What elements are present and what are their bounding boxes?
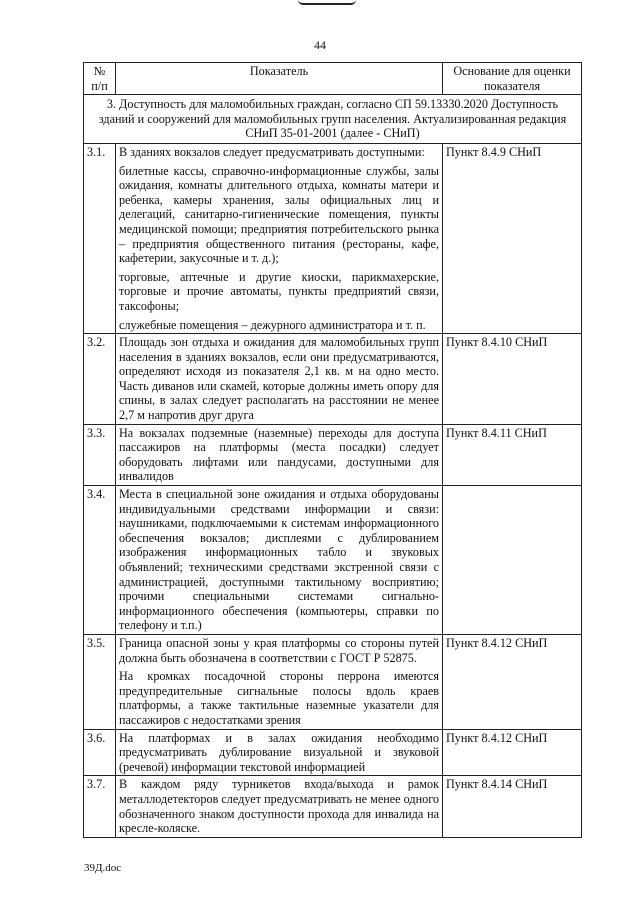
row-indicator (116, 143, 443, 333)
row-indicator (116, 334, 443, 425)
row-basis: Пункт 8.4.11 СНиП (443, 424, 582, 485)
indicator-paragraph: Площадь зон отдыха и ожидания для маломобильных групп населения в зданиях вокзалов, если они предусматриваются, определяют исходя из показателя 2,1 кв. м на одно место. Часть диванов или скамей, которые должны иметь опору для спины, в залах следует располагать на расстоянии не менее 2,7 м напротив друг друга (119, 335, 439, 423)
row-number: 3.2. (84, 334, 116, 425)
table-row (84, 424, 582, 485)
table-row (84, 143, 582, 333)
row-indicator (116, 634, 443, 729)
indicator-paragraph: служебные помещения – дежурного администратора и т. п. (119, 317, 426, 332)
indicator-paragraph: В каждом ряду турникетов входа/выхода и рамок металлодетекторов следует предусматривать не менее одного обозначенного знаком доступности прохода для инвалида на кресле-коляске. (119, 777, 439, 836)
row-number: 3.4. (84, 486, 116, 635)
row-number: 3.7. (84, 776, 116, 837)
page-number: 44 (314, 38, 326, 52)
row-number: 3.5. (84, 634, 116, 729)
indicator-paragraph: На вокзалах подземные (наземные) переходы для доступа пассажиров на платформы (места посадки) следует оборудовать лифтами или пандусами, доступными для инвалидов (119, 425, 439, 484)
table-row (84, 334, 582, 425)
indicator-paragraph: На платформах и в залах ожидания необходимо предусматривать дублирование визуальной и звуковой (речевой) информации текстовой информацией (119, 730, 439, 774)
header-num: № п/п (84, 63, 116, 95)
indicators-table (83, 62, 582, 838)
row-basis: Пункт 8.4.10 СНиП (443, 334, 582, 425)
row-indicator (116, 486, 443, 635)
row-basis (443, 486, 582, 635)
indicator-paragraph: торговые, аптечные и другие киоски, парикмахерские, торговые и прочие автоматы, пункты предприятий связи, таксофоны; (119, 269, 439, 313)
row-basis: Пункт 8.4.12 СНиП (443, 634, 582, 729)
section-title-row (84, 95, 582, 144)
indicator-paragraph: Места в специальной зоне ожидания и отдыха оборудованы индивидуальными средствами информации и связи: наушниками, подключаемыми к системам информационного обеспечения вокзалов; дисплеями с дублированием изображения информационных табло и звуковых объявлений; техническими средствами экстренной связи с администрацией, доступными тактильному восприятию; прочими специальными системами сигнально-информационного обеспечения (компьютеры, справки по телефону и т.п.) (119, 487, 439, 633)
header-indicator: Показатель (116, 63, 443, 95)
header-basis: Основание для оценки показателя (443, 63, 582, 95)
table-row (84, 729, 582, 776)
row-basis: Пункт 8.4.14 СНиП (443, 776, 582, 837)
table-header-row (84, 63, 582, 95)
table-row (84, 486, 582, 635)
row-number: 3.3. (84, 424, 116, 485)
indicator-paragraph: На кромках посадочной стороны перрона имеются предупредительные сигнальные полосы вдоль краев платформы, а также тактильные наземные указатели для пассажиров с недостатками зрения (119, 669, 439, 727)
indicator-paragraph: В зданиях вокзалов следует предусматривать доступными: (119, 144, 425, 159)
footer-filename: 39Д.doc (84, 862, 122, 874)
row-basis: Пункт 8.4.12 СНиП (443, 729, 582, 776)
row-basis: Пункт 8.4.9 СНиП (443, 143, 582, 333)
indicator-paragraph: Граница опасной зоны у края платформы со стороны путей должна быть обозначена в соответствии с ГОСТ Р 52875. (119, 635, 439, 665)
row-indicator (116, 776, 443, 837)
row-indicator (116, 729, 443, 776)
row-number: 3.6. (84, 729, 116, 776)
top-edge-mark (298, 0, 356, 5)
row-number: 3.1. (84, 143, 116, 333)
section-title: 3. Доступность для маломобильных граждан, согласно СП 59.13330.2020 Доступность зданий и сооружений для маломобильных групп населения. Актуализированная редакция СНиП 35-01-2001 (далее - СНиП) (84, 95, 582, 144)
row-indicator (116, 424, 443, 485)
table-row (84, 776, 582, 837)
indicator-paragraph: билетные кассы, справочно-информационные службы, залы ожидания, комнаты длительного отдыха, комнаты матери и ребенка, камеры хранения, залы официальных лиц и делегаций, санитарно-гигиенические помещения, пункты медицинской помощи; предприятия потребительского рынка – предприятия общественного питания (рестораны, кафе, кафетерии, закусочные и т. д.); (119, 163, 439, 266)
table-row (84, 634, 582, 729)
